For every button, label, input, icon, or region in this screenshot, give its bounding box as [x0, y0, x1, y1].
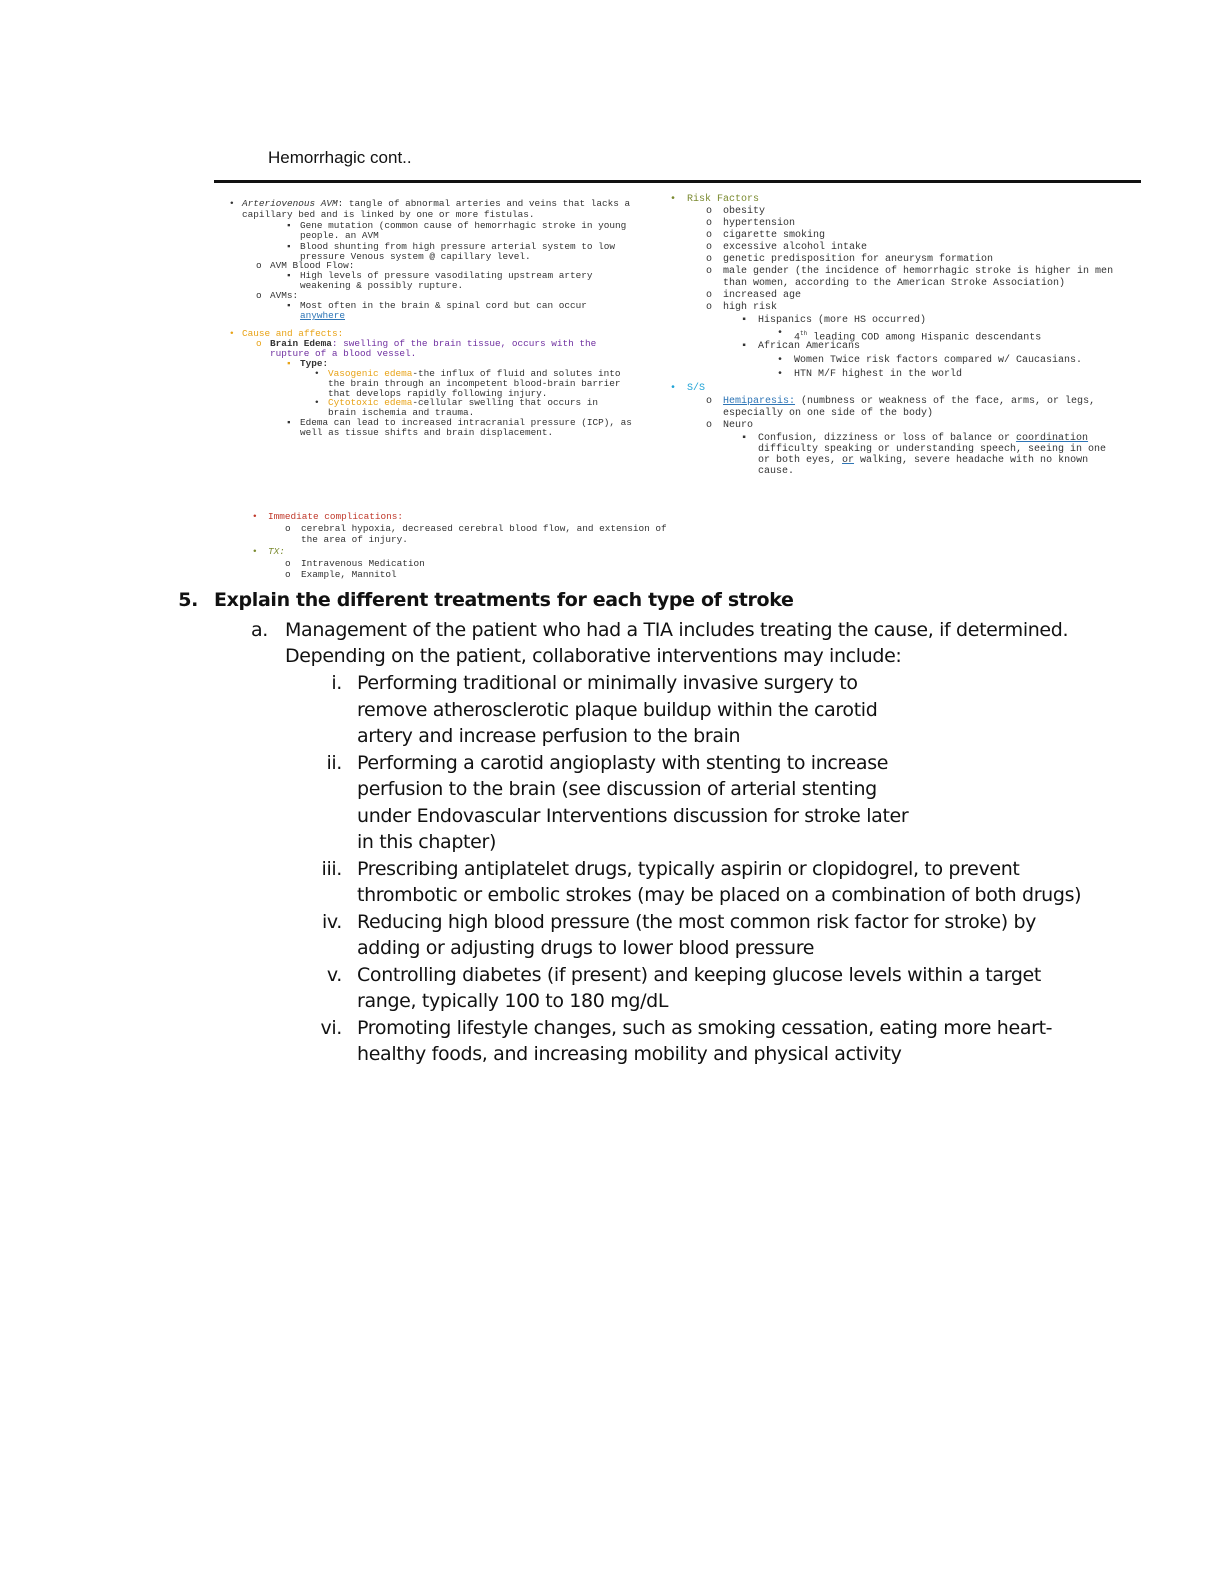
bullet-icon: ▪ [741, 433, 748, 444]
hemi-line-2: especially on one side of the body) [723, 408, 934, 419]
pressure-line-2: weakening & possibly rupture. [300, 280, 464, 291]
circle-bullet-icon: o [285, 523, 291, 534]
most-line-1: Most often in the brain & spinal cord but can occur [300, 300, 587, 311]
hemi-line-1 [723, 396, 1095, 408]
risk-6a: male gender (the incidence of hemorrhagic stroke is higher in men [723, 266, 1114, 277]
circle-bullet-icon: o [706, 396, 713, 407]
list-marker-roman: i. [331, 672, 342, 694]
hemiparesis-link: Hemiparesis: [723, 396, 796, 407]
bullet-icon: ▪ [741, 341, 748, 352]
avm-line-2: capillary bed and is linked by one or more fistulas. [242, 209, 535, 220]
list-item-line: Performing a carotid angioplasty with stenting to increase [357, 751, 889, 774]
coordination-word: coordination [1016, 433, 1089, 444]
bullet-icon: • [314, 368, 320, 379]
circle-bullet-icon: o [706, 254, 713, 265]
slide-right-column [0, 0, 1224, 600]
icp-line-1: Edema can lead to increased intracranial pressure (ICP), as [300, 417, 632, 428]
hispanics: Hispanics (more HS occurred) [758, 315, 927, 326]
conf-text-3a: or both eyes, [758, 455, 843, 466]
tx-line-1: Intravenous Medication [301, 558, 425, 569]
conf-text-3b: walking, severe headache with no known [854, 455, 1089, 466]
list-item-line: Controlling diabetes (if present) and keeping glucose levels within a target [357, 963, 1041, 986]
a-line-2: Depending on the patient, collaborative interventions may include: [285, 645, 902, 667]
vaso-line-2: the brain through an incompetent blood-brain barrier [328, 378, 621, 389]
list-item-line: Performing traditional or minimally invasive surgery to [357, 672, 858, 694]
cause-label: Cause and affects: [242, 328, 344, 339]
bullet-icon: ▪ [286, 358, 292, 369]
list-marker-roman: v. [326, 963, 342, 986]
bullet-icon: ▪ [286, 417, 292, 428]
conf-line-4: cause. [758, 466, 795, 477]
tx-label: TX: [268, 546, 285, 557]
type-label: Type: [300, 358, 329, 369]
circle-bullet-icon: o [256, 338, 262, 349]
risk-8: high risk [723, 302, 778, 313]
risk-1: obesity [723, 206, 766, 217]
hisp-sub-text: leading COD among Hispanic descendants [807, 332, 1042, 344]
question-number: 5. [178, 589, 198, 611]
vaso-line-3: that develops rapidly following injury. [328, 388, 548, 399]
risk-6b: than women, according to the American Stroke Association) [723, 278, 1066, 289]
gene-line-2: people. an AVM [300, 230, 379, 241]
list-marker-roman: iii. [321, 857, 342, 880]
african-americans: African Americans [758, 341, 861, 352]
question-heading: Explain the different treatments for each type of stroke [214, 589, 794, 611]
bullet-icon: • [777, 328, 784, 339]
bullet-icon: • [229, 198, 235, 209]
circle-bullet-icon: o [285, 569, 291, 580]
immediate-label: Immediate complications: [268, 511, 404, 522]
circle-bullet-icon: o [256, 260, 262, 271]
bullet-icon: • [670, 194, 677, 205]
hemi-text: (numbness or weakness of the face, arms, or legs, [795, 396, 1096, 407]
list-marker-roman: iv. [321, 910, 342, 933]
cyto-label: Cytotoxic edema [328, 397, 413, 408]
conf-line-2: difficulty speaking or understanding speech, seeing in one [758, 444, 1107, 455]
bullet-icon: • [670, 383, 677, 394]
bullet-icon: ▪ [286, 220, 292, 231]
risk-label: Risk Factors [687, 194, 760, 205]
bullet-icon: • [777, 355, 784, 366]
circle-bullet-icon: o [706, 420, 713, 431]
bullet-icon: ▪ [741, 315, 748, 326]
vaso-label: Vasogenic edema [328, 368, 413, 379]
risk-2: hypertension [723, 218, 796, 229]
hisp-ordinal-suffix: th [800, 330, 808, 337]
list-item-line: under Endovascular Interventions discussion for stroke later [357, 804, 909, 827]
risk-5: genetic predisposition for aneurysm formation [723, 254, 994, 265]
afr-sub-2: HTN M/F highest in the world [794, 369, 963, 380]
list-item-line: thrombotic or embolic strokes (may be placed on a combination of both drugs) [357, 884, 1082, 906]
circle-bullet-icon: o [706, 266, 713, 277]
bullet-icon: ▪ [286, 241, 292, 252]
list-item-line: Promoting lifestyle changes, such as smoking cessation, eating more heart- [357, 1016, 1053, 1039]
conf-text: Confusion, dizziness or loss of balance or [758, 433, 1017, 444]
list-item-line: Reducing high blood pressure (the most common risk factor for stroke) by [357, 910, 1037, 933]
list-item-line: healthy foods, and increasing mobility and physical activity [357, 1043, 902, 1065]
tx-line-2: Example, Mannitol [301, 569, 397, 580]
avm-text: : tangle of abnormal arteries and veins that lacks a [337, 198, 631, 209]
pressure-line-1: High levels of pressure vasodilating upstream artery [300, 270, 593, 281]
imm-line-1: cerebral hypoxia, decreased cerebral blood flow, and extension of [301, 523, 667, 534]
shunt-line-1: Blood shunting from high pressure arterial system to low [300, 241, 616, 252]
list-item-line: range, typically 100 to 180 mg/dL [357, 990, 669, 1012]
circle-bullet-icon: o [706, 218, 713, 229]
avm-blood-flow: AVM Blood Flow: [270, 260, 355, 271]
circle-bullet-icon: o [706, 206, 713, 217]
list-marker-a: a. [251, 619, 268, 641]
neuro: Neuro [723, 420, 754, 431]
hisp-ordinal: 4 [794, 332, 801, 344]
anywhere-link: anywhere [300, 310, 346, 321]
cyto-text: -cellular swelling that occurs in [412, 397, 599, 408]
risk-7: increased age [723, 290, 802, 301]
circle-bullet-icon: o [706, 242, 713, 253]
conf-line-3 [758, 455, 1088, 467]
risk-3: cigarette smoking [723, 230, 826, 241]
avms-label: AVMs: [270, 290, 299, 301]
shunt-line-2: pressure Venous system @ capillary level. [300, 251, 531, 262]
bullet-icon: • [314, 397, 320, 408]
bullet-icon: • [777, 369, 784, 380]
list-item-line: artery and increase perfusion to the brain [357, 725, 741, 747]
bullet-icon: ▪ [286, 300, 292, 311]
gene-line-1: Gene mutation (common cause of hemorrhagic stroke in young [300, 220, 627, 231]
circle-bullet-icon: o [285, 558, 291, 569]
list-marker-roman: ii. [326, 751, 342, 774]
circle-bullet-icon: o [256, 290, 262, 301]
edema-text: : swelling of the brain tissue, occurs with the [331, 338, 597, 349]
or-word: or [842, 455, 855, 466]
imm-line-2: the area of injury. [301, 534, 408, 545]
icp-line-2: well as tissue shifts and brain displacement. [300, 427, 554, 438]
slide-title: Hemorrhagic cont.. [268, 148, 412, 167]
avm-label: Arteriovenous AVM [242, 198, 338, 209]
list-item-line: Prescribing antiplatelet drugs, typically aspirin or clopidogrel, to prevent [357, 857, 1020, 880]
edema-line-2: rupture of a blood vessel. [270, 348, 417, 359]
circle-bullet-icon: o [706, 302, 713, 313]
circle-bullet-icon: o [706, 230, 713, 241]
edema-label: Brain Edema [270, 338, 332, 349]
afr-sub-1: Women Twice risk factors compared w/ Caucasians. [794, 355, 1083, 366]
vaso-text: -the influx of fluid and solutes into [412, 368, 621, 379]
list-item-line: adding or adjusting drugs to lower blood pressure [357, 937, 815, 959]
bullet-icon: • [229, 328, 235, 339]
cyto-line-2: brain ischemia and trauma. [328, 407, 475, 418]
bullet-icon: • [252, 546, 258, 557]
bullet-icon: • [252, 511, 258, 522]
list-item-line: perfusion to the brain (see discussion of arterial stenting [357, 778, 877, 800]
list-marker-roman: vi. [320, 1016, 342, 1039]
ss-label: S/S [687, 383, 706, 394]
list-item-line: in this chapter) [357, 831, 497, 853]
list-item-line: remove atherosclerotic plaque buildup within the carotid [357, 698, 878, 721]
bullet-icon: ▪ [286, 270, 292, 281]
a-line-1: Management of the patient who had a TIA includes treating the cause, if determined. [285, 619, 1069, 641]
risk-4: excessive alcohol intake [723, 242, 868, 253]
circle-bullet-icon: o [706, 290, 713, 301]
